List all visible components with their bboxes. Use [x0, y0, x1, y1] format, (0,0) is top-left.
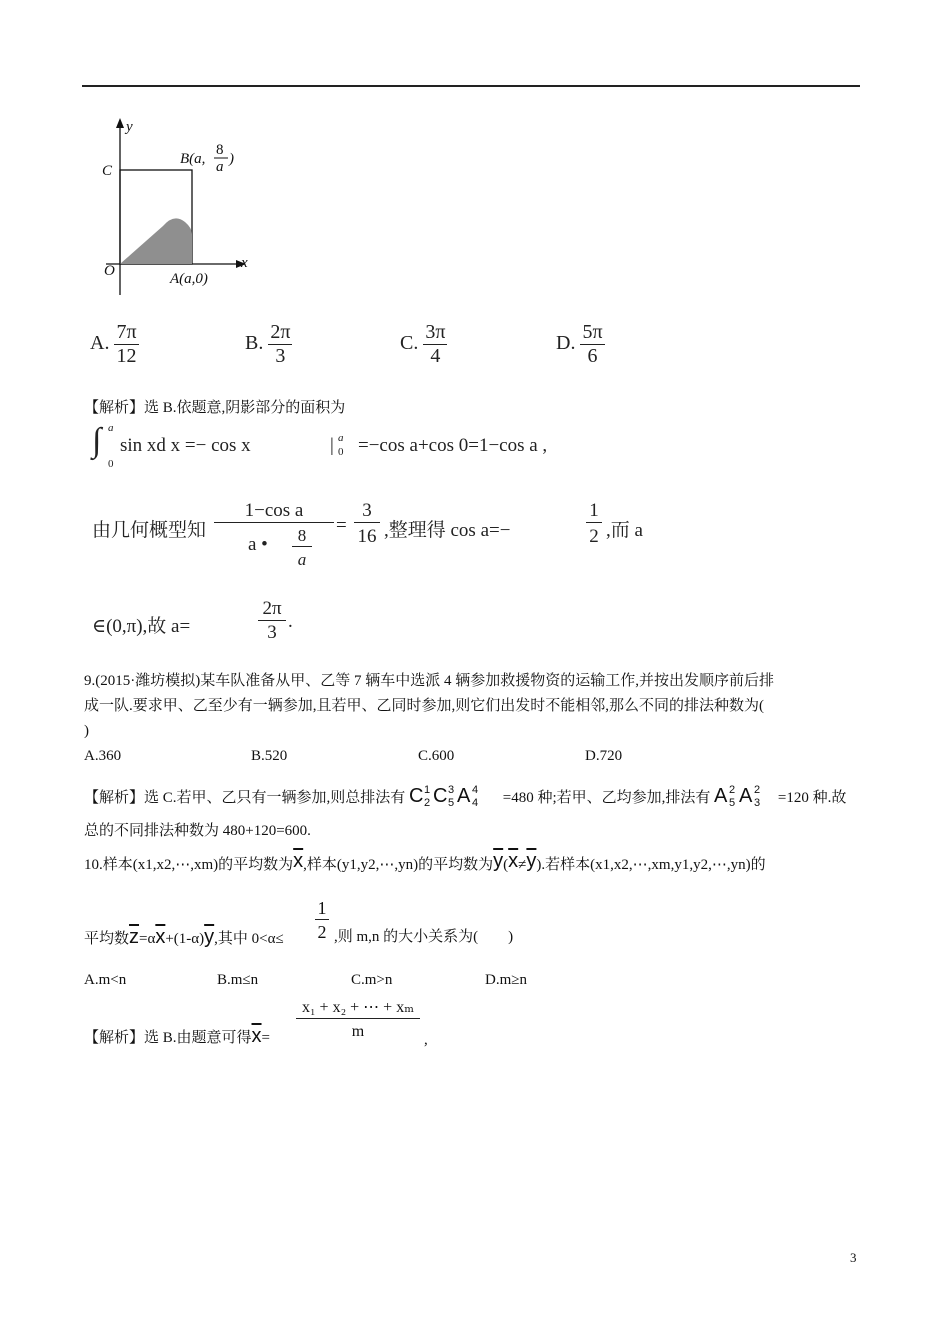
integral-result: =−cos a+cos 0=1−cos a , — [358, 435, 548, 456]
point-b-label: B(a, — [180, 151, 206, 167]
q8-final-line: ∈(0,π),故 a= 2π 3 . — [92, 598, 293, 643]
q8-option-b[interactable]: B. $\frac{2\pi}{3}$ — [245, 321, 291, 367]
svg-text:C: C — [409, 785, 424, 807]
q9-question-line3: ) — [84, 723, 89, 739]
svg-text:4: 4 — [472, 797, 479, 809]
svg-text:A: A — [714, 785, 728, 807]
x-bar-symbol: $\overline{x}$ — [293, 850, 304, 872]
combination-permutation-expr-1 — [409, 783, 499, 809]
svg-text:4: 4 — [472, 784, 479, 796]
y-bar-symbol: $\overline{y}$ — [493, 850, 504, 872]
q8-option-a[interactable]: A. $\frac{7\pi}{12}$ — [90, 321, 137, 367]
q10-option-d[interactable]: D.m≥n — [485, 972, 527, 988]
q8-integral-line: ∫ a 0 sin xd x =− cos x | a 0 =−cos a+cos 0=1−cos a , — [92, 422, 548, 470]
z-bar-symbol: $\overline{z}$ — [129, 926, 140, 948]
point-c-label: C — [102, 163, 113, 179]
svg-text:3: 3 — [448, 784, 455, 796]
svg-text:2: 2 — [424, 797, 431, 809]
q8-geometric-line: 由几何概型知 1−cos a a • 8 a = 3 16 ,整理得 cos a=− 1 2 ,而 a — [92, 500, 643, 569]
integral-body: sin xd x =− cos x — [120, 435, 251, 456]
origin-label: O — [104, 263, 115, 279]
half-numerator: 1 — [315, 897, 329, 920]
q10-solution-line: 【解析】选 B.由题意可得$\overline{x}=$ x₁ + x₂ + ⋯ + xₘ m , — [84, 999, 428, 1048]
point-b-frac-num: 8 — [216, 142, 224, 158]
svg-text:A: A — [457, 785, 471, 807]
q9-solution-line1: 【解析】选 C.若甲、乙只有一辆参加,则总排法有 C 1 2 C 3 5 A 4 4 =480 种;若甲、乙均参加,排法有 A 2 5 A 2 3 =120 种.故 — [84, 784, 847, 809]
mean-denominator: m — [351, 1023, 365, 1040]
point-b-frac-den: a — [216, 159, 224, 175]
q10-question-line2: 平均数$\overline{z}=\alpha\overline{x}+(1-\alpha)\overline{y}$,其中 0<α≤ 1 2 ,则 m,n 的大小关系为( ) — [84, 898, 514, 948]
mean-numerator: x₁ + x₂ + ⋯ + xₘ — [296, 998, 420, 1019]
q8-option-d[interactable]: D. $\frac{5\pi}{6}$ — [556, 321, 603, 367]
point-a-label: A(a,0) — [170, 271, 208, 287]
q10-option-b[interactable]: B.m≤n — [217, 972, 259, 988]
page-number: 3 — [850, 1250, 857, 1265]
svg-text:C: C — [433, 785, 448, 807]
q9-question-line1: 9.(2015·潍坊模拟)某车队准备从甲、乙等 7 辆车中选派 4 辆参加救援物资的运输工作,并按出发顺序前后排 — [84, 673, 774, 689]
q9-solution-line2: 总的不同排法种数为 480+120=600. — [84, 823, 311, 839]
point-b-close: ) — [229, 151, 234, 167]
q9-question-line2: 成一队.要求甲、乙至少有一辆参加,且若甲、乙同时参加,则它们出发时不能相邻,那么不同的排法种数为( — [84, 698, 764, 714]
svg-text:1: 1 — [424, 784, 431, 796]
axis-y-label: y — [126, 119, 133, 135]
q9-option-c[interactable]: C.600 — [418, 748, 455, 764]
q9-option-a[interactable]: A.360 — [84, 748, 122, 764]
q10-option-a[interactable]: A.m<n — [84, 972, 127, 988]
q9-option-b[interactable]: B.520 — [251, 748, 288, 764]
svg-text:2: 2 — [754, 784, 761, 796]
shaded-region — [120, 218, 192, 264]
half-denominator: 2 — [317, 922, 327, 942]
q8-option-c[interactable]: C. $\frac{3\pi}{4}$ — [400, 321, 446, 367]
area-figure — [86, 113, 266, 303]
q10-question-line1: 10.样本(x1,x2,⋯,xm)的平均数为$\overline{x}$,样本(y1,y2,⋯,yn)的平均数为$\overline{y}(\overline{x}\ne\overline{y})$.若样本(x1,x2,⋯,xm,y1,y2,⋯,yn)的 — [84, 850, 766, 873]
header-rule — [82, 85, 860, 87]
svg-text:5: 5 — [448, 797, 455, 809]
svg-text:A: A — [739, 785, 753, 807]
q10-option-c[interactable]: C.m>n — [351, 972, 393, 988]
combination-permutation-expr-2 — [714, 783, 774, 809]
q9-option-d[interactable]: D.720 — [585, 748, 623, 764]
q8-solution-intro: 【解析】选 B.依题意,阴影部分的面积为 — [84, 400, 346, 416]
svg-text:2: 2 — [729, 784, 736, 796]
axis-x-label: x — [241, 255, 248, 271]
svg-text:3: 3 — [754, 797, 761, 809]
svg-text:5: 5 — [729, 797, 736, 809]
